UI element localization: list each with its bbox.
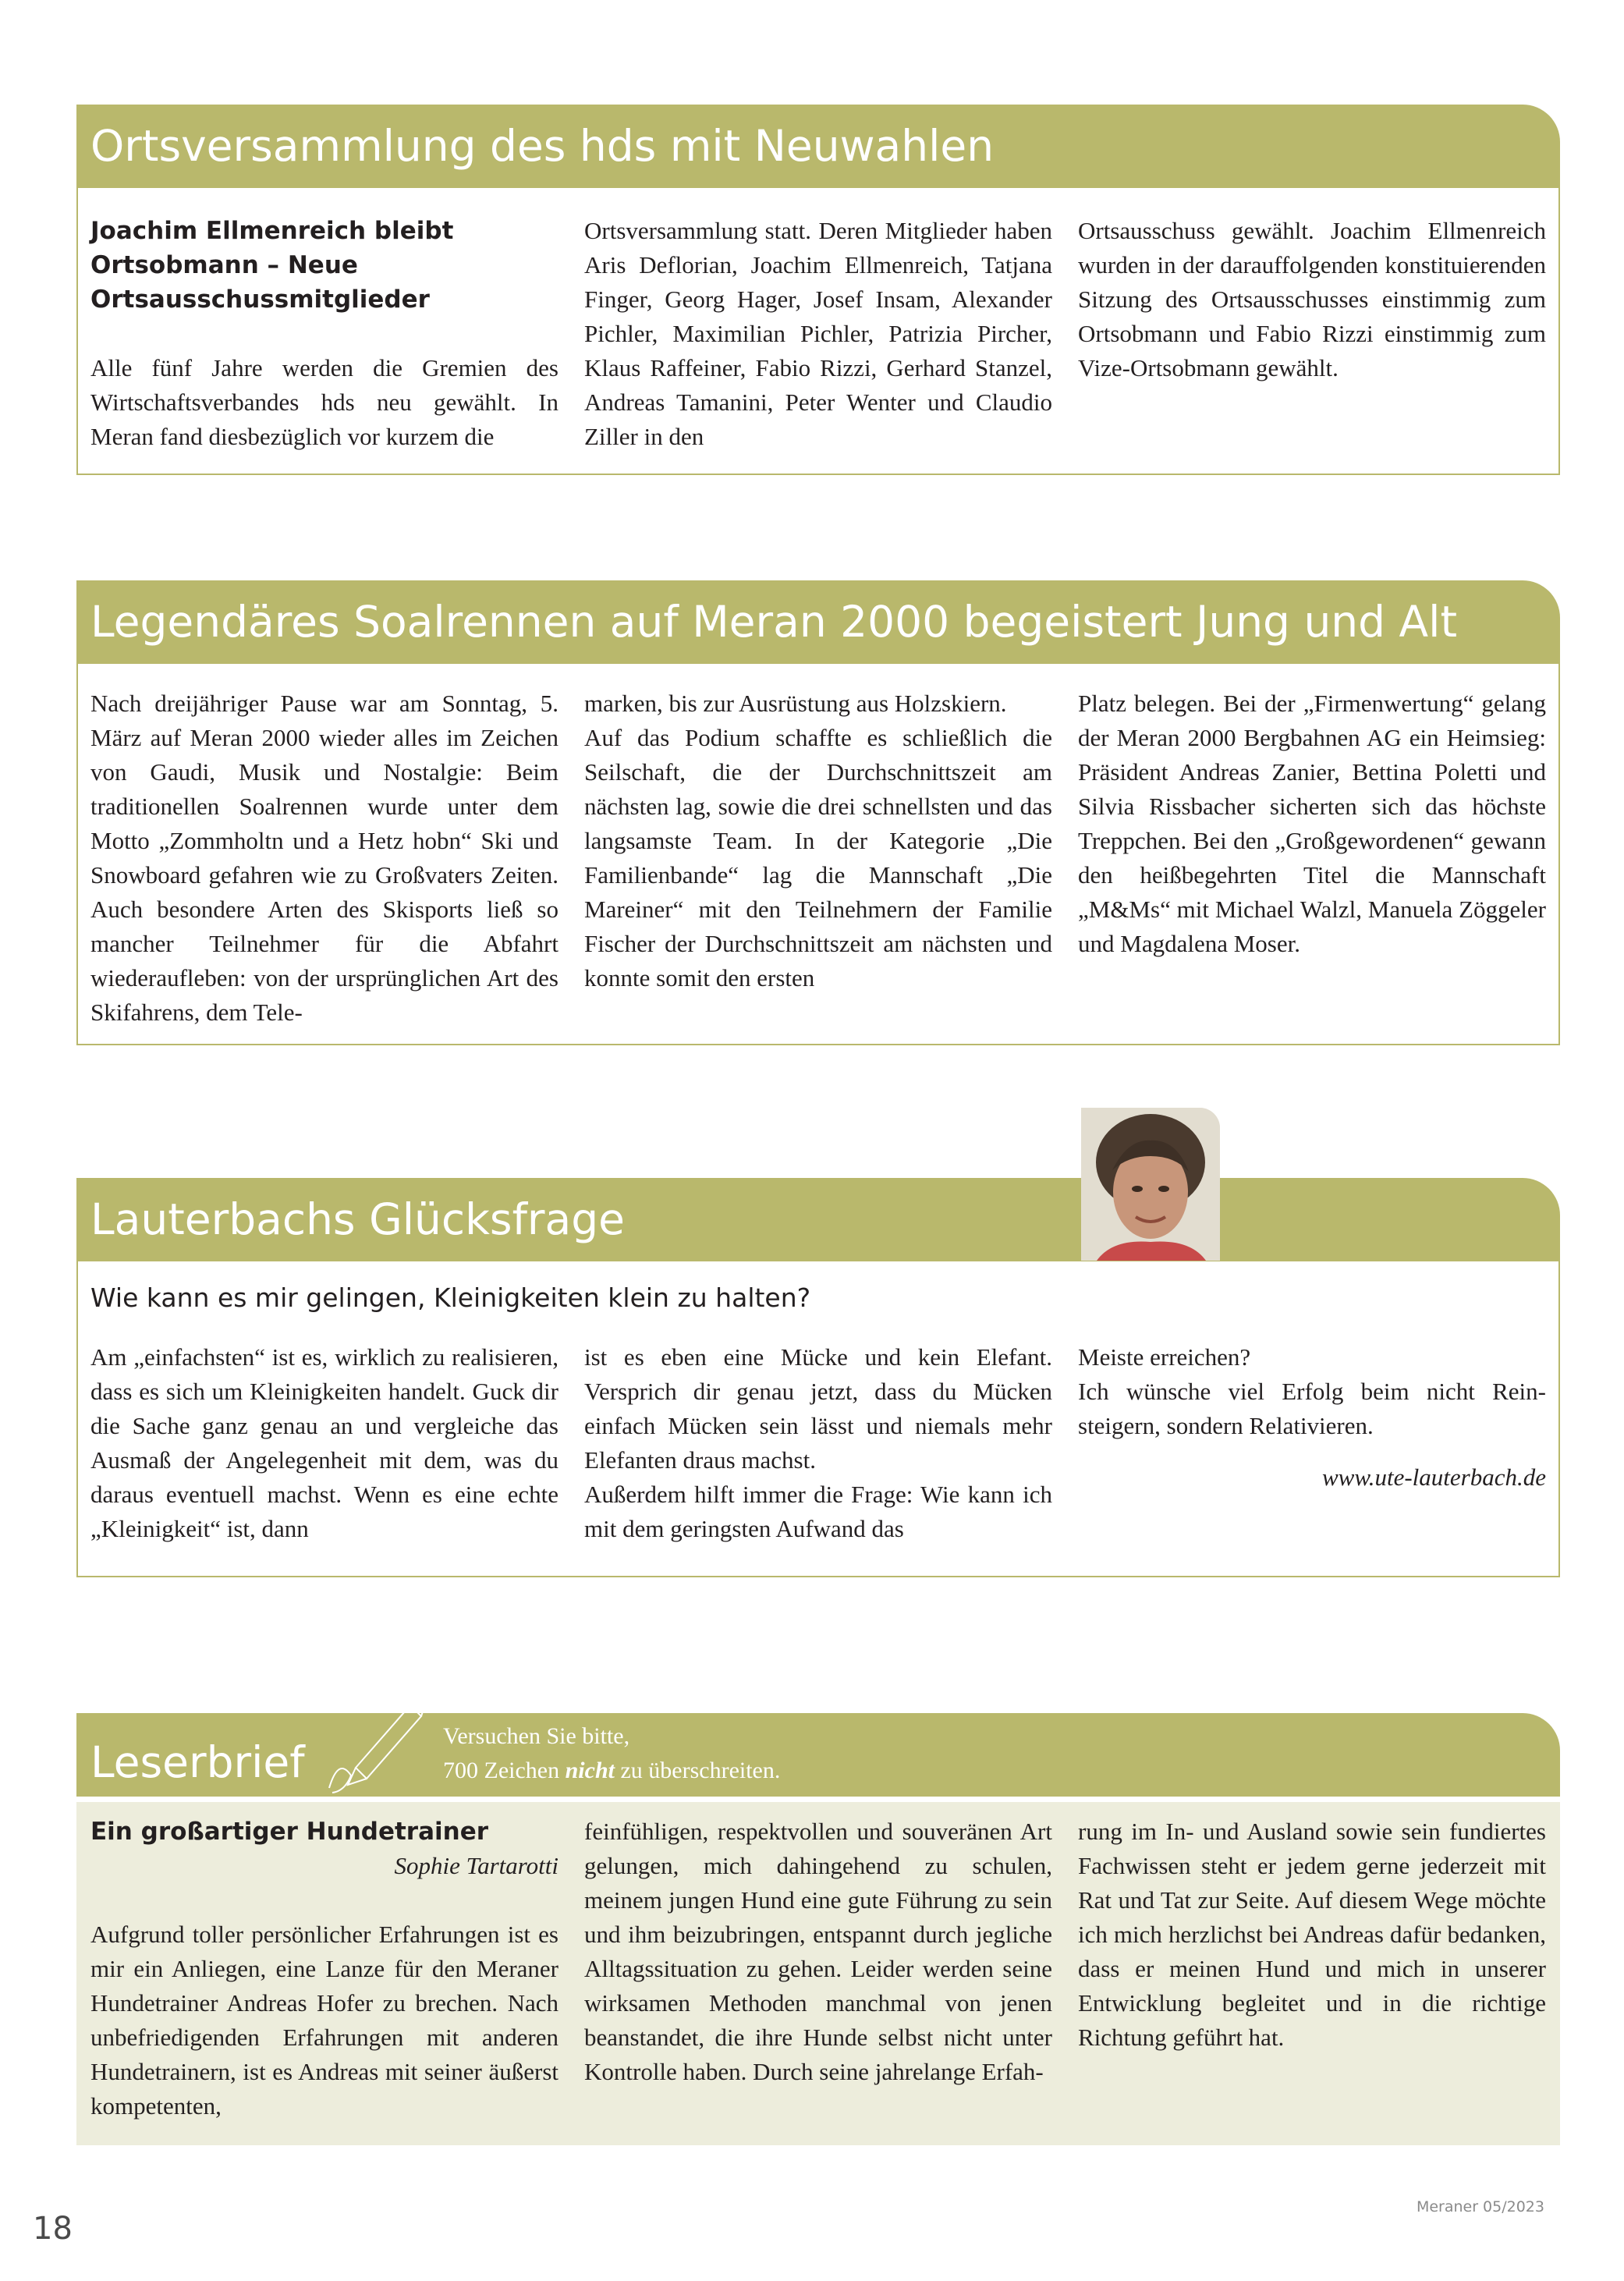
note-line-2: 700 Zeichen nicht zu überschreiten. [443,1758,781,1783]
column-1 [90,1815,558,2123]
column-3 [1078,1340,1546,1495]
column-1 [90,214,558,454]
section-title: Lauterbachs Glücksfrage [90,1194,626,1244]
paragraph: Ortsversammlung statt. Deren Mitglieder haben Aris Deflorian, Joachim Ellmenreich, Tatjana Finger, Georg Hager, Josef Insam, Alexander Pichler, Maximilian Pichler, Patrizia Pircher, Klaus Raffeiner, Fabio Rizzi, Gerhard Stanzel, Andreas Tamanini, Peter Wenter und Claudio Ziller in den [584,217,1052,450]
paragraph: Aufgrund toller persönlicher Erfahrungen ist es mir ein Anliegen, eine Lanze für den Meraner Hundetrainer Andreas Hofer zu brechen. Nach unbefriedigenden Erfahrungen mit anderen Hundetrainern, ist es Andreas mit seiner äußerst kompetenten, [90,1921,558,2120]
paragraph: Auf das Podium schaffte es schließlich die Seilschaft, die der Durchschnittszeit am nächsten lag, sowie die drei schnellsten und das langsamste Team. In der Kategorie „Die Familienbande“ lag die Mannschaft „Die Mareiner“ mit den Teilnehmern der Familie Fischer der Durchschnittszeit am nächsten und konnte somit den ersten [584,724,1052,992]
page-number: 18 [33,2211,73,2247]
leserbrief-note [443,1719,780,1788]
article-subhead: Joachim Ellmenreich bleibt Ortsobmann – Neue Ortsausschussmitglieder [90,217,454,314]
section-header [76,580,1560,664]
paragraph: Außerdem hilft immer die Frage: Wie kann ich mit dem geringsten Aufwand das [584,1481,1052,1542]
section-header [76,105,1560,188]
paragraph: rung im In- und Ausland sowie sein fundiertes Fachwissen steht er jedem gerne jederzeit mit Rat und Tat zur Seite. Auf diesem Wege möchte ich mich herzlichst bei Andreas dafür bedanken, dass er meinen Hund und mich in unserer Entwicklung begleitet und in die richtige Richtung geführt hat. [1078,1818,1546,2051]
paragraph: marken, bis zur Ausrüstung aus Holzskiern. [584,690,1007,717]
website-link[interactable]: www.ute-lauterbach.de [1322,1463,1546,1491]
paragraph: Am „einfachsten“ ist es, wirklich zu realisieren, dass es sich um Kleinigkeiten handelt. Guck dir die Sache ganz genau an und vergleiche das Ausmaß der Angelegenheit mit dem, was du daraus eventuell machst. Wenn es eine echte „Kleinigkeit“ ist, dann [90,1343,558,1542]
issue-footer: Meraner 05/2023 [1416,2198,1544,2215]
column-1 [90,1340,558,1546]
paragraph: Nach dreijähriger Pause war am Sonntag, 5. März auf Meran 2000 wieder alles im Zeichen von Gaudi, Musik und Nostalgie: Beim traditionellen Soalrennen wurde unter dem Motto „Zommholtn und a Hetz hobn“ Ski und Snowboard gefahren wie zu Großvaters Zeiten. Auch besondere Arten des Skisports ließ so mancher Teilnehmer für die Abfahrt wiederaufleben: von der ursprünglichen Art des Skifahrens, dem Tele- [90,690,558,1026]
column-2 [584,1340,1052,1546]
article-ortsversammlung [76,105,1560,475]
author-name: Sophie Tartarotti [394,1852,558,1879]
column-2 [584,686,1052,995]
column-2 [584,1815,1052,2089]
column-3 [1078,686,1546,961]
author-photo [1081,1108,1220,1261]
paragraph: Ich wünsche viel Erfolg beim nicht Reinsteigern, sondern Relativieren. [1078,1378,1546,1439]
section-header [76,1713,1560,1797]
paragraph: ist es eben eine Mücke und kein Elefant. Versprich dir genau jetzt, dass du Mücken einfach Mücken sein lässt und niemals mehr Elefanten draus machst. [584,1343,1052,1474]
section-header [76,1178,1560,1261]
column-3 [1078,1815,1546,2055]
article-gluecksfrage [76,1108,1560,1577]
section-title: Ortsversammlung des hds mit Neuwahlen [90,121,995,171]
article-leserbrief [76,1713,1560,2145]
article-soalrennen [76,580,1560,1045]
column-2 [584,214,1052,454]
section-title: Legendäres Soalrennen auf Meran 2000 begeistert Jung und Alt [90,597,1458,647]
paragraph: Alle fünf Jahre werden die Gremien des Wirtschaftsverbandes hds neu gewählt. In Meran fand diesbezüglich vor kurzem die [90,354,558,450]
paragraph: Ortsausschuss gewählt. Joachim Ellmenreich wurden in der darauffolgenden konstituierenden Sitzung des Ortsausschusses einstimmig zum Ortsobmann und Fabio Rizzi einstimmig zum Vize-Ortsobmann gewählt. [1078,217,1546,381]
section-title: Leserbrief [90,1737,305,1787]
article-subhead: Ein großartiger Hundetrainer [90,1818,489,1846]
pen-icon [324,1682,426,1796]
portrait-image [1081,1108,1220,1261]
paragraph: Meiste erreichen? [1078,1343,1251,1371]
column-1 [90,686,558,1030]
paragraph: feinfühligen, respektvollen und souveränen Art gelungen, mich dahingehend zu schulen, meinem jungen Hund eine gute Führung zu sein und ihm beizubringen, entspannt durch jegliche Alltagssituation zu gehen. Leider werden seine wirksamen Methoden manchmal von jenen beanstandet, die ihre Hunde selbst nicht unter Kontrolle haben. Durch seine jahrelange Erfah- [584,1818,1052,2085]
question: Wie kann es mir gelingen, Kleinigkeiten klein zu halten? [90,1282,811,1313]
paragraph: Platz belegen. Bei der „Firmenwertung“ gelang der Meran 2000 Bergbahnen AG ein Heimsieg: Präsident Andreas Zanier, Bettina Poletti und Silvia Rissbacher sicherten sich das höchste Treppchen. Bei den „Großgewordenen“ gewann den heißbegehrten Titel die Mannschaft „M&Ms“ mit Michael Walzl, Manuela Zöggeler und Magdalena Moser. [1078,690,1546,957]
column-3 [1078,214,1546,385]
note-line-1: Versuchen Sie bitte, [443,1723,630,1749]
